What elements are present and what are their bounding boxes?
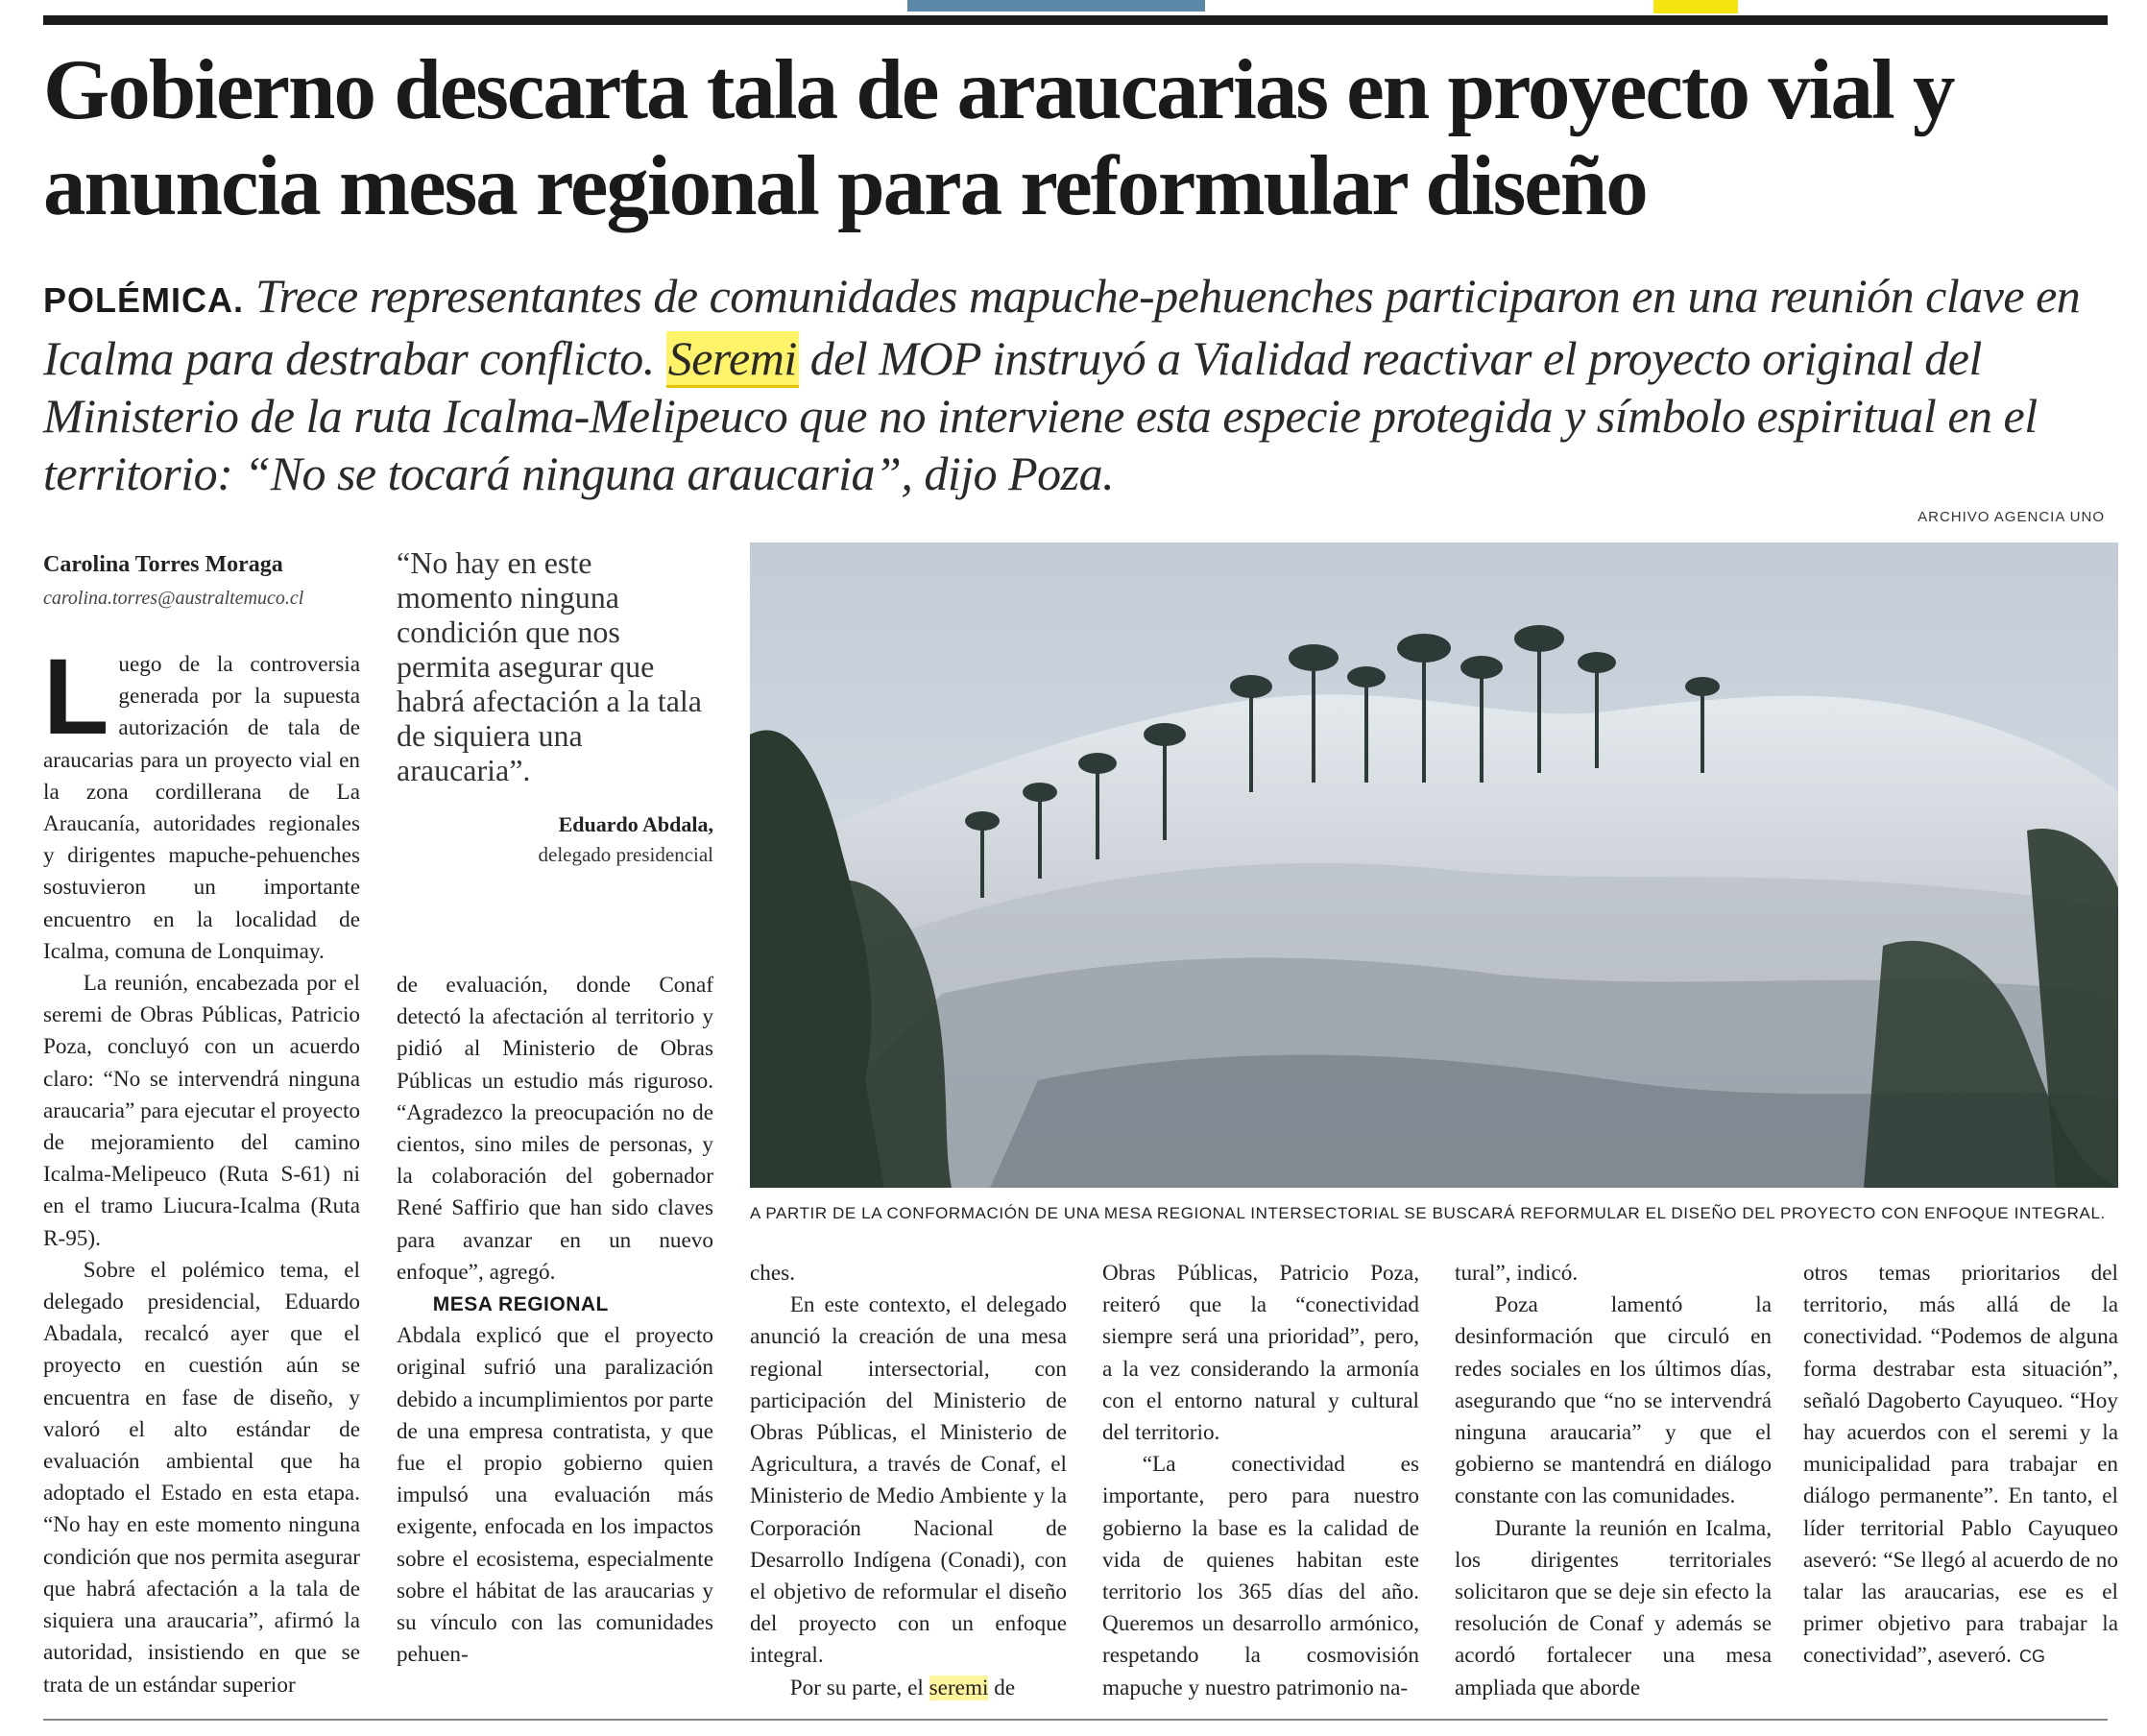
body-column-2	[397, 970, 713, 1671]
body-paragraph: de evaluación, donde Conaf detectó la afectación al territorio y pidió al Ministerio de Obras Públicas un estudio más riguroso. “Agradezco la preocupación no de cientos, sino miles de personas, y la colaboración del gobernador René Saffirio que han sido claves para avanzar en un nuevo enfoque”, agregó.	[397, 973, 713, 1285]
body-paragraph: Durante la reunión en Icalma, los dirigentes territoriales solicitaron que se deje sin efecto la resolución de Conaf y además se acordó fortalecer una mesa ampliada que aborde	[1455, 1515, 1772, 1700]
body-paragraph: ches.	[750, 1261, 795, 1286]
highlight-mark	[1653, 0, 1738, 13]
previous-article-image-edge	[907, 0, 1205, 12]
body-paragraph: Obras Públicas, Patricio Poza, reiteró que la “conectividad siempre será una prioridad”, pero, a la vez considerando la armonía con el entorno natural y cultural del territorio.	[1102, 1261, 1419, 1446]
photo-caption: A PARTIR DE LA CONFORMACIÓN DE UNA MESA REGIONAL INTERSECTORIAL SE BUSCARÁ REFORMULAR EL DISEÑO DEL PROYECTO CON ENFOQUE INTEGRAL.	[750, 1204, 2106, 1222]
body-column-6	[1803, 1258, 2118, 1674]
body-paragraph: Abdala explicó que el proyecto original sufrió una paralización debido a incumplimientos por parte de una empresa contratista, y que fue el propio gobierno quien impulsó una evaluación más exigente, enfocada en los impactos sobre el ecosistema, especialmente sobre el hábitat de las araucarias y su vínculo con las comunidades pehuen-	[397, 1323, 713, 1668]
lead-text-2: del MOP instruyó a Vialidad reactivar el proyecto original del Ministerio de la ruta Icalma-Melipeuco que no interviene esta especie protegida y símbolo espiritual en el territorio: “No se tocará ninguna araucaria”, dijo Poza.	[43, 331, 2038, 500]
body-text: Por su parte, el	[789, 1675, 929, 1700]
body-column-5	[1455, 1258, 1772, 1704]
body-paragraph: “La conectividad es importante, pero para nuestro gobierno la base es la calidad de vida de quienes habitan este territorio los 365 días del año. Queremos un desarrollo armónico, respetando la cosmovisión mapuche y nuestro patrimonio na-	[1102, 1452, 1419, 1700]
lead-text-1: Trece representantes de comunidades mapuche-pehuenches participaron en una reunión clave en Icalma para destrabar conflicto.	[43, 269, 2081, 385]
bottom-rule	[43, 1719, 2108, 1721]
araucaria-landscape-image	[750, 542, 2118, 1188]
body-paragraph: La reunión, encabezada por el seremi de Obras Públicas, Patricio Poza, concluyó con un acuerdo claro: “No se intervendrá ninguna araucaria” para ejecutar el proyecto de mejoramiento del camino Icalma-Melipeuco (Ruta S-61) ni en el tramo Liucura-Icalma (Ruta R-95).	[43, 971, 360, 1251]
body-paragraph: Luego de la controversia generada por la supuesta autorización de tala de araucarias para un proyecto vial en la zona cordillerana de La Araucanía, autoridades regionales y dirigentes mapuche-pehuenches sostuvieron un importante encuentro en la localidad de Icalma, comuna de Lonquimay.	[43, 637, 360, 964]
article-photo	[750, 542, 2118, 1188]
pull-quote-role: delegado presidencial	[538, 843, 713, 866]
body-column-3	[750, 1258, 1067, 1704]
author-email[interactable]: carolina.torres@australtemuco.cl	[43, 588, 304, 609]
highlighted-word: seremi	[929, 1675, 989, 1700]
top-rule	[43, 15, 2108, 25]
body-paragraph: En este contexto, el delegado anunció la creación de una mesa regional intersectorial, con participación del Ministerio de Obras Públicas, el Ministerio de Agricultura, a través de Conaf, el Ministerio de Medio Ambiente y la Corporación Nacional de Desarrollo Indígena (Conadi), con el objetivo de reformular el diseño del proyecto con un enfoque integral.	[750, 1292, 1067, 1669]
body-column-1	[43, 637, 360, 1701]
body-paragraph: tural”, indicó.	[1455, 1261, 1579, 1286]
body-paragraph: Sobre el polémico tema, el delegado presidencial, Eduardo Abadala, recalcó ayer que el proyecto en cuestión aún se encuentra en fase de diseño, y valoró el alto estándar de evaluación ambiental que ha adoptado el Estado en esta etapa. “No hay en este momento ninguna condición que nos permita asegurar que habrá afectación a la tala de siquiera una araucaria”, afirmó la autoridad, insistiendo en que se trata de un estándar superior	[43, 1257, 360, 1698]
lead-paragraph	[43, 267, 2108, 502]
body-column-4	[1102, 1258, 1419, 1704]
body-text: de	[988, 1675, 1016, 1700]
body-text: otros temas prioritarios del territorio, más allá de la conectividad. “Podemos de alguna forma destrabar esta situación”, señaló Dagoberto Cayuqueo. “Hoy hay acuerdos con el seremi y la municipalidad para trabajar en diálogo permanente”. En tanto, el líder territorial Pablo Cayuqueo aseveró: “Se llegó al acuerdo de no talar las araucarias, ese es el primer objetivo para trabajar la conectividad”, aseveró.	[1803, 1261, 2118, 1669]
photo-credit: ARCHIVO AGENCIA UNO	[1918, 509, 2105, 525]
section-subhead: MESA REGIONAL	[432, 1293, 609, 1316]
pull-quote-author: Eduardo Abdala,	[558, 812, 713, 836]
body-paragraph: Poza lamentó la desinformación que circuló en redes sociales en los últimos días, asegurando que “no se intervendrá ninguna araucaria” y que el gobierno se mantendrá en diálogo constante con las comunidades.	[1455, 1292, 1772, 1509]
author-name: Carolina Torres Moraga	[43, 552, 283, 577]
headline: Gobierno descarta tala de araucarias en proyecto vial y anuncia mesa regional para reformular diseño	[43, 43, 1954, 233]
lead-highlight: Seremi	[666, 331, 799, 388]
lead-kicker: POLÉMICA.	[43, 280, 245, 320]
body-paragraph	[750, 1673, 1067, 1704]
end-mark: CG	[2018, 1647, 2045, 1667]
body-paragraph	[1803, 1258, 2118, 1674]
pull-quote: “No hay en este momento ninguna condición que nos permita asegurar que habrá afectación a la tala de siquiera una araucaria”.	[397, 545, 702, 787]
